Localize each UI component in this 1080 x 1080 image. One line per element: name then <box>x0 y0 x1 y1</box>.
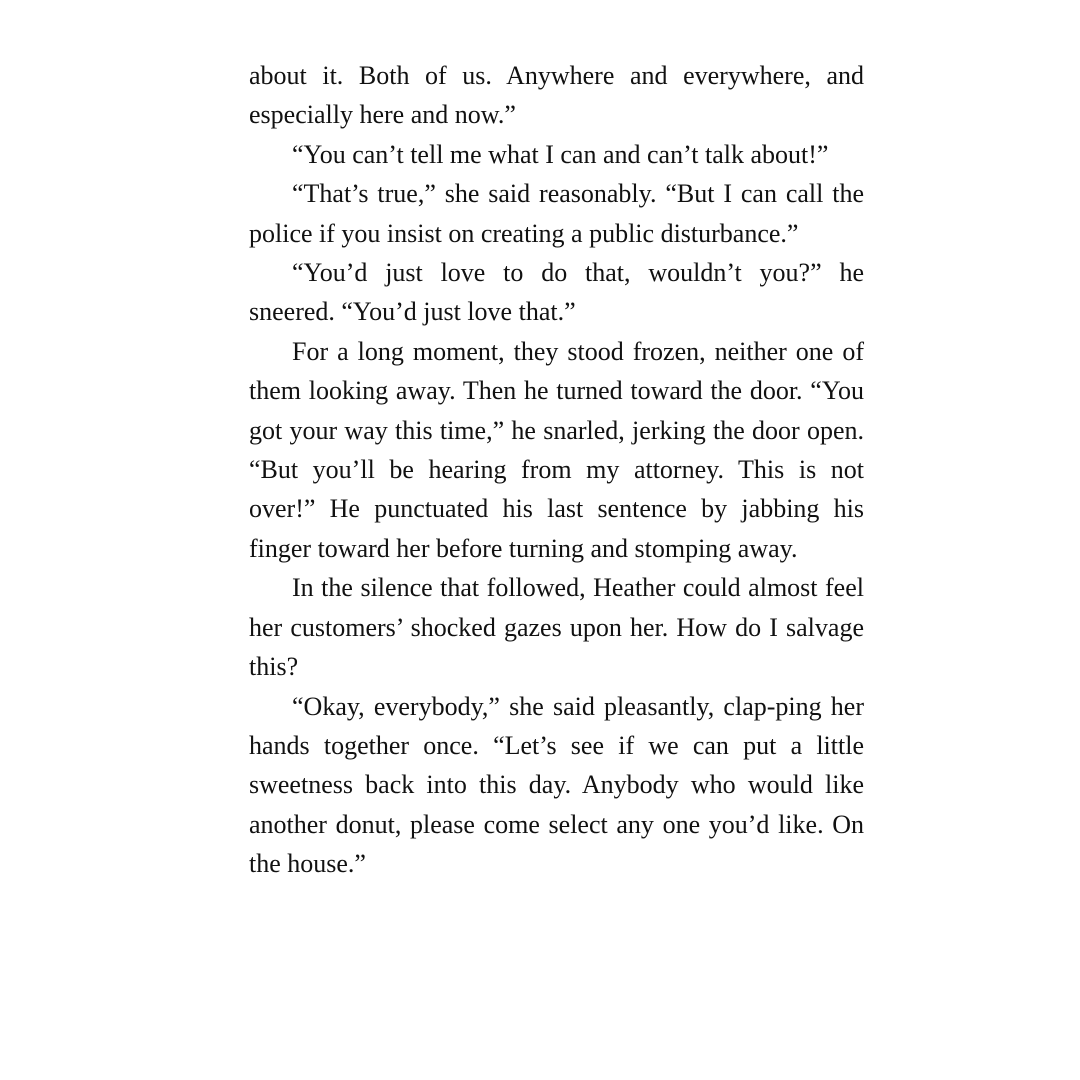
paragraph: “You’d just love to do that, wouldn’t you?” he sneered. “You’d just love that.” <box>249 258 864 327</box>
book-page <box>249 56 864 884</box>
paragraph: In the silence that followed, Heather could almost feel her customers’ shocked gazes upon her. How do I salvage this? <box>249 573 864 682</box>
paragraph: For a long moment, they stood frozen, neither one of them looking away. Then he turned toward the door. “You got your way this time,” he snarled, jerking the door open. “But you’ll be hearing from my attorney. This is not over!” He punctuated his last sentence by jabbing his finger toward her before turning and stomping away. <box>249 336 864 563</box>
paragraph: “You can’t tell me what I can and can’t talk about!” <box>292 139 829 169</box>
paragraph: “That’s true,” she said reasonably. “But I can call the police if you insist on creating a public disturbance.” <box>249 179 864 248</box>
paragraph-continued: about it. Both of us. Anywhere and everywhere, and especially here and now.” <box>249 61 864 130</box>
paragraph: “Okay, everybody,” she said pleasantly, clap-ping her hands together once. “Let’s see if we can put a little sweetness back into this day. Anybody who would like another donut, please come select any one you’d like. On the house.” <box>249 691 864 879</box>
